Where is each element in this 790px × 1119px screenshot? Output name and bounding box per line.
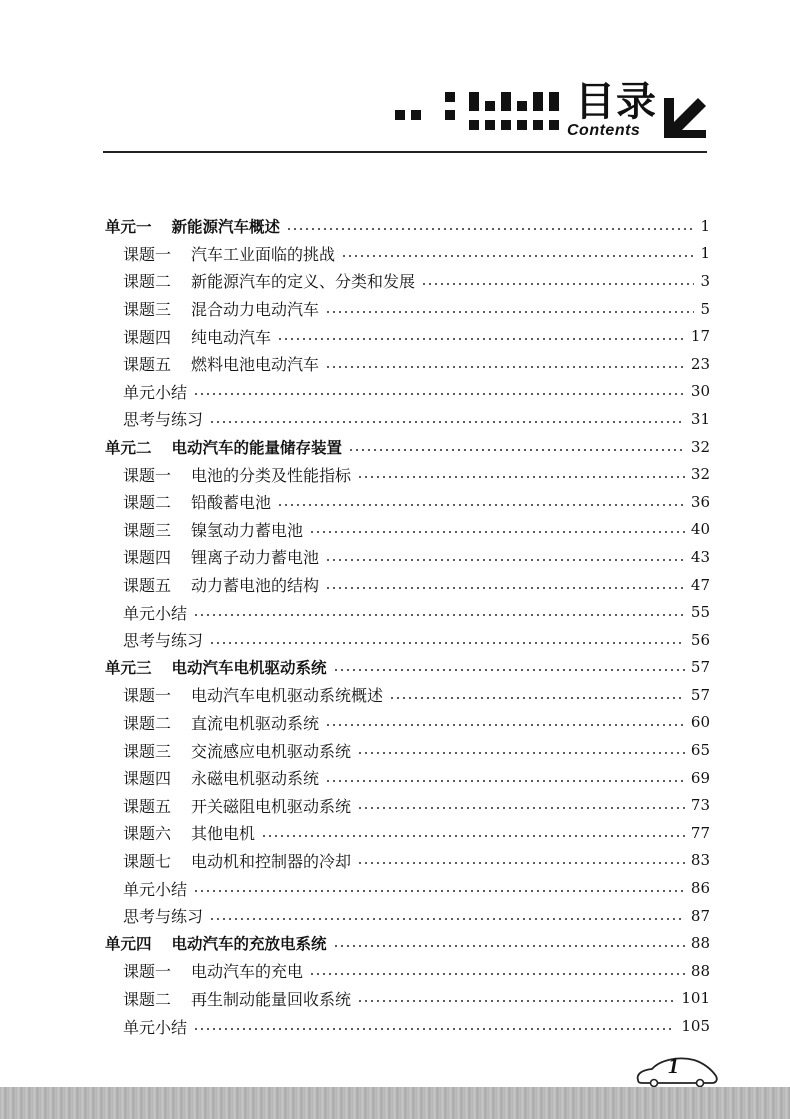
toc-entry-label: 电动汽车的充放电系统 (171, 935, 327, 954)
page-title: 目录 (575, 79, 657, 125)
toc-unit-row[interactable] (105, 212, 710, 240)
toc-entry-label: 铅酸蓄电池 (191, 493, 272, 513)
dot-leader (389, 688, 685, 702)
toc-entry-label: 思考与练习 (123, 907, 204, 927)
dot-leader (277, 329, 685, 343)
dot-leader (325, 302, 694, 316)
toc-entry-label: 纯电动汽车 (191, 327, 272, 347)
toc-entry-number: 单元四 (105, 935, 152, 954)
toc-entry-number: 课题四 (123, 548, 172, 568)
toc-entry-number: 课题二 (123, 493, 172, 513)
decorative-square (469, 101, 479, 111)
toc-page-number: 69 (690, 768, 710, 787)
dot-leader (357, 991, 675, 1005)
toc-page-number: 1 (700, 216, 710, 235)
toc-entry-row[interactable] (105, 985, 710, 1013)
toc-entry-label: 开关磁阻电机驱动系统 (191, 796, 352, 816)
toc-entry-number: 课题一 (123, 465, 172, 485)
toc-page-number: 88 (690, 934, 710, 953)
toc-entry-label: 单元小结 (123, 879, 188, 899)
toc-page-number: 77 (690, 823, 710, 842)
toc-entry-number: 单元三 (105, 659, 152, 678)
page-subtitle: Contents (567, 122, 641, 139)
dot-leader (348, 440, 685, 454)
toc-entry-row[interactable] (105, 488, 710, 516)
toc-entry-number: 课题二 (123, 989, 172, 1009)
toc-entry-label: 单元小结 (123, 382, 188, 402)
toc-page-number: 32 (690, 465, 710, 484)
toc-entry-number: 单元二 (105, 438, 152, 457)
toc-entry-number: 课题五 (123, 576, 172, 596)
dot-leader (286, 219, 694, 233)
toc-entry-label: 电池的分类及性能指标 (191, 465, 352, 485)
page-header (0, 0, 790, 160)
decorative-square (501, 120, 511, 130)
toc-page-number: 3 (700, 271, 710, 290)
toc-entry-number: 课题四 (123, 769, 172, 789)
toc-entry-number: 课题五 (123, 355, 172, 375)
dot-leader (309, 964, 685, 978)
dot-leader (193, 881, 685, 895)
toc-entry-row[interactable] (105, 709, 710, 737)
dot-leader (325, 715, 685, 729)
dot-leader (209, 633, 685, 647)
toc-entry-row[interactable] (105, 874, 710, 902)
toc-entry-row[interactable] (105, 543, 710, 571)
toc-entry-row[interactable] (105, 681, 710, 709)
toc-page-number: 23 (690, 354, 710, 373)
toc-entry-label: 汽车工业面临的挑战 (191, 244, 336, 264)
toc-entry-row[interactable] (105, 819, 710, 847)
toc-entry-label: 其他电机 (191, 824, 256, 844)
toc-entry-label: 单元小结 (123, 1017, 188, 1037)
toc-entry-row[interactable] (105, 1012, 710, 1040)
toc-entry-label: 镍氢动力蓄电池 (191, 520, 304, 540)
decorative-square (517, 101, 527, 111)
dot-leader (325, 357, 685, 371)
dot-leader (309, 522, 685, 536)
toc-page-number: 36 (690, 492, 710, 511)
toc-entry-row[interactable] (105, 267, 710, 295)
dot-leader (325, 578, 685, 592)
dot-leader (333, 936, 685, 950)
decorative-square (517, 120, 527, 130)
toc-entry-label: 交流感应电机驱动系统 (191, 741, 352, 761)
toc-entry-row[interactable] (105, 405, 710, 433)
toc-entry-label: 电动汽车电机驱动系统概述 (191, 686, 384, 706)
dot-leader (193, 1019, 675, 1033)
toc-entry-row[interactable] (105, 957, 710, 985)
toc-entry-number: 课题七 (123, 851, 172, 871)
toc-page-number: 31 (690, 409, 710, 428)
toc-entry-label: 新能源汽车概述 (171, 217, 281, 236)
toc-entry-label: 直流电机驱动系统 (191, 713, 320, 733)
toc-page-number: 32 (690, 437, 710, 456)
dot-leader (193, 605, 685, 619)
toc-entry-row[interactable] (105, 902, 710, 930)
toc-entry-label: 电动汽车的能量储存装置 (171, 438, 343, 457)
toc-entry-number: 课题四 (123, 327, 172, 347)
toc-page-number: 88 (690, 961, 710, 980)
dot-leader (209, 412, 685, 426)
toc-entry-row[interactable] (105, 460, 710, 488)
decorative-squares (395, 92, 565, 137)
toc-entry-row[interactable] (105, 516, 710, 544)
toc-entry-number: 课题一 (123, 686, 172, 706)
toc-page-number: 105 (681, 1017, 710, 1036)
toc-page-number: 40 (690, 520, 710, 539)
toc-unit-row[interactable] (105, 654, 710, 682)
toc-entry-label: 电动机和控制器的冷却 (191, 851, 352, 871)
toc-entry-number: 课题六 (123, 824, 172, 844)
toc-entry-label: 思考与练习 (123, 631, 204, 651)
decorative-square (533, 101, 543, 111)
decorative-square (549, 101, 559, 111)
toc-entry-row[interactable] (105, 378, 710, 406)
decorative-square (485, 101, 495, 111)
toc-page-number: 60 (690, 713, 710, 732)
toc-entry-row[interactable] (105, 764, 710, 792)
decorative-square (549, 120, 559, 130)
toc-page-number: 73 (690, 796, 710, 815)
toc-entry-label: 永磁电机驱动系统 (191, 769, 320, 789)
header-rule (103, 151, 707, 153)
toc-page-number: 57 (690, 658, 710, 677)
toc-entry-number: 课题二 (123, 272, 172, 292)
decorative-square (501, 101, 511, 111)
toc-entry-label: 燃料电池电动汽车 (191, 355, 320, 375)
decorative-square (533, 120, 543, 130)
toc-entry-label: 电动汽车电机驱动系统 (171, 659, 327, 678)
toc-page-number: 5 (700, 299, 710, 318)
toc-page-number: 83 (690, 851, 710, 870)
toc-page-number: 47 (690, 575, 710, 594)
dot-leader (357, 853, 685, 867)
toc-entry-number: 课题三 (123, 520, 172, 540)
toc-entry-number: 单元一 (105, 217, 152, 236)
toc-entry-row[interactable] (105, 736, 710, 764)
arrow-down-left-icon (660, 92, 708, 140)
decorative-square (469, 120, 479, 130)
toc-entry-number: 课题五 (123, 796, 172, 816)
toc-entry-label: 单元小结 (123, 603, 188, 623)
toc-entry-row[interactable] (105, 295, 710, 323)
decorative-square (445, 110, 455, 120)
toc-entry-number: 课题一 (123, 244, 172, 264)
toc-entry-row[interactable] (105, 626, 710, 654)
toc-page-number: 56 (690, 630, 710, 649)
toc-unit-row[interactable] (105, 433, 710, 461)
page-number: 1 (668, 1053, 679, 1078)
decorative-square (533, 92, 543, 102)
toc-entry-row[interactable] (105, 847, 710, 875)
toc-entry-row[interactable] (105, 791, 710, 819)
toc-page-number: 43 (690, 547, 710, 566)
decorative-square (549, 92, 559, 102)
toc-entry-row[interactable] (105, 322, 710, 350)
dot-leader (209, 909, 685, 923)
toc-entry-label: 新能源汽车的定义、分类和发展 (191, 272, 416, 292)
decorative-square (395, 110, 405, 120)
decorative-square (501, 92, 511, 102)
toc-entry-row[interactable] (105, 598, 710, 626)
decorative-square (485, 120, 495, 130)
toc-page-number: 57 (690, 685, 710, 704)
toc-entry-label: 思考与练习 (123, 410, 204, 430)
dot-leader (357, 798, 685, 812)
toc-page-number: 87 (690, 906, 710, 925)
toc-entry-label: 电动汽车的充电 (191, 962, 304, 982)
toc-entry-row[interactable] (105, 571, 710, 599)
dot-leader (333, 660, 685, 674)
toc-entry-row[interactable] (105, 240, 710, 268)
toc-entry-label: 再生制动能量回收系统 (191, 989, 352, 1009)
toc-page-number: 1 (700, 244, 710, 263)
toc-page-number: 30 (690, 382, 710, 401)
toc-page-number: 55 (690, 603, 710, 622)
toc-entry-label: 动力蓄电池的结构 (191, 576, 320, 596)
toc-page-number: 65 (690, 741, 710, 760)
toc-entry-label: 混合动力电动汽车 (191, 300, 320, 320)
dot-leader (357, 467, 685, 481)
toc-entry-label: 锂离子动力蓄电池 (191, 548, 320, 568)
dot-leader (421, 274, 694, 288)
dot-leader (341, 246, 694, 260)
decorative-square (445, 92, 455, 102)
dot-leader (325, 771, 685, 785)
toc-page-number: 86 (690, 879, 710, 898)
table-of-contents (105, 212, 710, 1040)
toc-entry-number: 课题一 (123, 962, 172, 982)
toc-page-number: 101 (681, 989, 710, 1008)
toc-entry-number: 课题三 (123, 741, 172, 761)
toc-page-number: 17 (690, 327, 710, 346)
footer-band (0, 1087, 790, 1119)
toc-entry-number: 课题三 (123, 300, 172, 320)
toc-entry-number: 课题二 (123, 713, 172, 733)
toc-unit-row[interactable] (105, 929, 710, 957)
dot-leader (193, 384, 685, 398)
dot-leader (261, 826, 685, 840)
toc-entry-row[interactable] (105, 350, 710, 378)
decorative-square (411, 110, 421, 120)
dot-leader (277, 495, 685, 509)
dot-leader (325, 550, 685, 564)
decorative-square (469, 92, 479, 102)
dot-leader (357, 743, 685, 757)
